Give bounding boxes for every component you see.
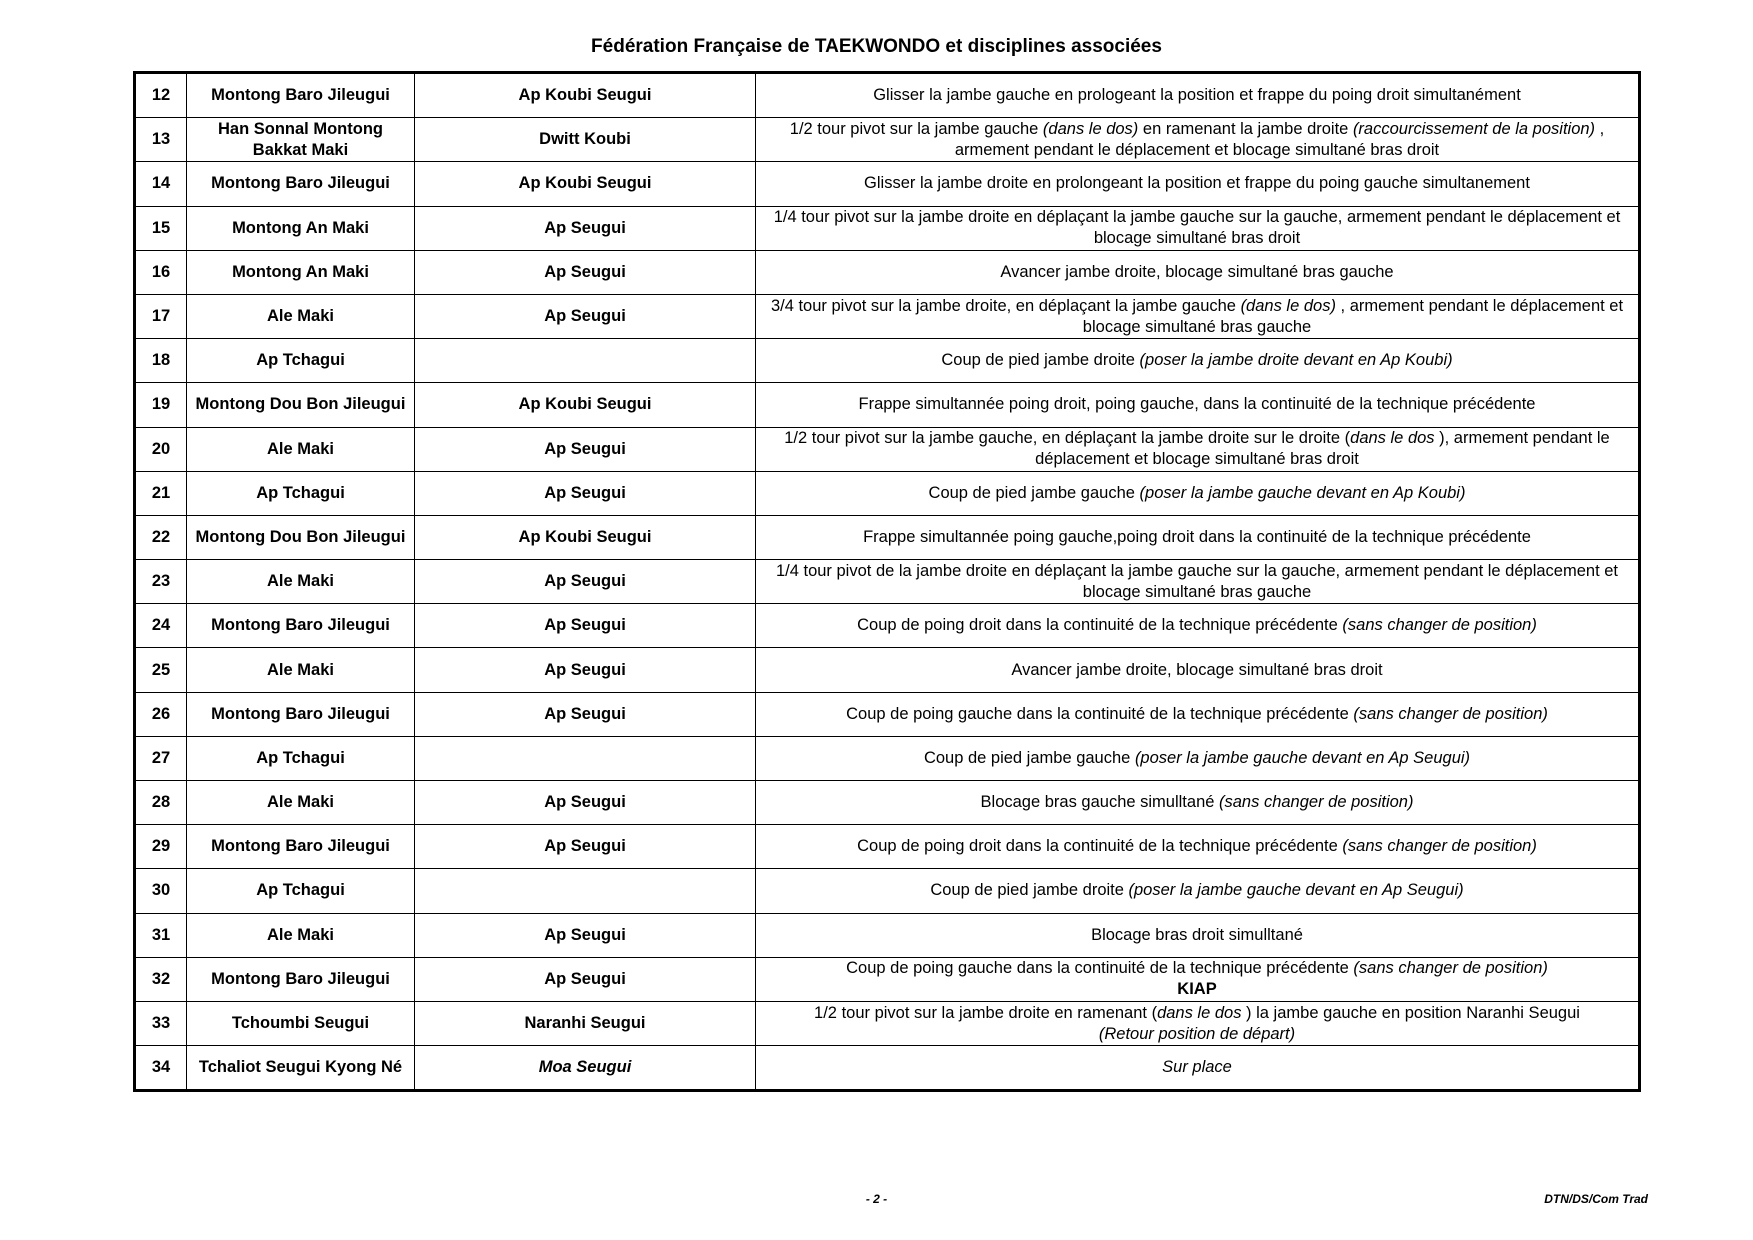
description-segment: , armement pendant le déplacement et blocage simultané bras droit [954, 119, 1605, 159]
movement-description [756, 250, 1640, 294]
movement-number: 24 [135, 604, 187, 648]
description-segment: (dans le dos) [1042, 119, 1139, 138]
technique-name: Montong Baro Jileugui [187, 957, 415, 1001]
stance-name: Ap Koubi Seugui [415, 162, 756, 206]
stance-name: Ap Seugui [415, 648, 756, 692]
description-segment: (poser la jambe droite devant en Ap Koubi) [1139, 351, 1453, 370]
table-row [135, 471, 1640, 515]
movement-number: 14 [135, 162, 187, 206]
technique-name: Ap Tchagui [187, 471, 415, 515]
technique-name: Montong Baro Jileugui [187, 692, 415, 736]
kata-table-body [135, 73, 1640, 1091]
table-row [135, 515, 1640, 559]
movement-number: 22 [135, 515, 187, 559]
stance-name: Moa Seugui [415, 1046, 756, 1091]
table-row [135, 73, 1640, 118]
movement-description [756, 383, 1640, 427]
stance-name [415, 736, 756, 780]
movement-number: 26 [135, 692, 187, 736]
description-segment: Frappe simultannée poing droit, poing gauche, dans la continuité de la technique précédente [858, 395, 1536, 414]
table-row [135, 648, 1640, 692]
description-segment: Avancer jambe droite, blocage simultané bras gauche [1000, 262, 1394, 281]
stance-name: Ap Koubi Seugui [415, 383, 756, 427]
description-segment: Coup de poing droit dans la continuité de la technique précédente [857, 837, 1343, 856]
movement-description [756, 118, 1640, 162]
movement-number: 12 [135, 73, 187, 118]
technique-name: Ap Tchagui [187, 736, 415, 780]
movement-number: 21 [135, 471, 187, 515]
table-row [135, 692, 1640, 736]
movement-number: 30 [135, 869, 187, 913]
technique-name: Montong Baro Jileugui [187, 604, 415, 648]
description-segment: (dans le dos) [1240, 296, 1336, 315]
table-row [135, 869, 1640, 913]
description-segment: Coup de pied jambe gauche [928, 483, 1140, 502]
description-segment: Coup de poing droit dans la continuité de la technique précédente [857, 616, 1343, 635]
description-segment: (poser la jambe gauche devant en Ap Koubi) [1139, 483, 1466, 502]
movement-number: 16 [135, 250, 187, 294]
table-row [135, 1001, 1640, 1045]
stance-name: Ap Seugui [415, 781, 756, 825]
table-row [135, 736, 1640, 780]
movement-description [756, 736, 1640, 780]
table-row [135, 560, 1640, 604]
description-segment: Avancer jambe droite, blocage simultané bras droit [1011, 660, 1383, 679]
movement-description [756, 471, 1640, 515]
movement-number: 17 [135, 294, 187, 338]
description-segment: (sans changer de position) [1219, 793, 1414, 812]
movement-number: 25 [135, 648, 187, 692]
stance-name: Ap Seugui [415, 604, 756, 648]
stance-name: Ap Seugui [415, 913, 756, 957]
description-segment: Coup de poing gauche dans la continuité de la technique précédente [846, 959, 1354, 978]
movement-description [756, 162, 1640, 206]
description-segment: (sans changer de position) [1353, 959, 1548, 978]
table-row [135, 1046, 1640, 1091]
technique-name: Ap Tchagui [187, 869, 415, 913]
description-segment: (sans changer de position) [1342, 616, 1537, 635]
description-segment: (sans changer de position) [1353, 704, 1548, 723]
description-segment: 1/2 tour pivot sur la jambe gauche [789, 119, 1043, 138]
description-segment: (sans changer de position) [1342, 837, 1537, 856]
description-segment: Sur place [1162, 1058, 1232, 1077]
movement-number: 19 [135, 383, 187, 427]
stance-name: Ap Seugui [415, 692, 756, 736]
movement-description [756, 560, 1640, 604]
stance-name [415, 869, 756, 913]
movement-description [756, 781, 1640, 825]
movement-number: 31 [135, 913, 187, 957]
description-segment: ) la jambe gauche en position Naranhi Seugui [1241, 1003, 1580, 1022]
description-segment: ), armement pendant le déplacement et blocage simultané bras droit [1035, 429, 1610, 469]
movement-description [756, 913, 1640, 957]
movement-description [756, 1046, 1640, 1091]
stance-name: Ap Seugui [415, 560, 756, 604]
movement-description [756, 604, 1640, 648]
movement-description [756, 206, 1640, 250]
movement-number: 28 [135, 781, 187, 825]
stance-name: Ap Seugui [415, 206, 756, 250]
kata-table [133, 71, 1641, 1092]
movement-number: 32 [135, 957, 187, 1001]
movement-description [756, 339, 1640, 383]
technique-name: Ale Maki [187, 913, 415, 957]
table-row [135, 957, 1640, 1001]
technique-name: Montong An Maki [187, 250, 415, 294]
movement-description [756, 73, 1640, 118]
technique-name: Montong Baro Jileugui [187, 825, 415, 869]
movement-number: 20 [135, 427, 187, 471]
movement-description [756, 648, 1640, 692]
description-segment: Coup de pied jambe droite [941, 351, 1140, 370]
technique-name: Ale Maki [187, 648, 415, 692]
description-segment: (Retour position de départ) [1098, 1024, 1296, 1043]
description-segment: (poser la jambe gauche devant en Ap Seugui) [1128, 881, 1464, 900]
table-row [135, 604, 1640, 648]
description-segment: dans le dos [1157, 1003, 1242, 1022]
stance-name: Ap Seugui [415, 957, 756, 1001]
stance-name: Ap Seugui [415, 427, 756, 471]
description-segment: Coup de poing gauche dans la continuité de la technique précédente [846, 704, 1354, 723]
movement-description [756, 957, 1640, 1001]
technique-name: Ale Maki [187, 294, 415, 338]
description-segment: dans le dos [1350, 429, 1435, 448]
movement-description [756, 825, 1640, 869]
table-row [135, 781, 1640, 825]
stance-name: Ap Koubi Seugui [415, 73, 756, 118]
description-segment: Frappe simultannée poing gauche,poing droit dans la continuité de la technique précédente [863, 527, 1531, 546]
movement-number: 13 [135, 118, 187, 162]
description-segment: Coup de pied jambe gauche [923, 748, 1135, 767]
description-segment: 1/4 tour pivot de la jambe droite en déplaçant la jambe gauche sur la gauche, armement pendant le déplacement et blocage simultané bras gauche [775, 561, 1619, 601]
technique-name: Montong Dou Bon Jileugui [187, 383, 415, 427]
movement-number: 18 [135, 339, 187, 383]
description-segment: (raccourcissement de la position) [1352, 119, 1596, 138]
technique-name: Montong An Maki [187, 206, 415, 250]
technique-name: Tchoumbi Seugui [187, 1001, 415, 1045]
stance-name: Ap Seugui [415, 825, 756, 869]
description-segment: Glisser la jambe gauche en prologeant la position et frappe du poing droit simultanément [873, 86, 1521, 105]
table-row [135, 427, 1640, 471]
page-number: - 2 - [865, 1192, 888, 1206]
technique-name: Ale Maki [187, 781, 415, 825]
description-segment: Blocage bras gauche simulltané [980, 793, 1220, 812]
technique-name: Montong Baro Jileugui [187, 73, 415, 118]
stance-name: Ap Seugui [415, 250, 756, 294]
technique-name: Montong Baro Jileugui [187, 162, 415, 206]
table-row [135, 383, 1640, 427]
movement-number: 27 [135, 736, 187, 780]
movement-number: 33 [135, 1001, 187, 1045]
technique-name: Tchaliot Seugui Kyong Né [187, 1046, 415, 1091]
movement-number: 23 [135, 560, 187, 604]
table-row [135, 250, 1640, 294]
stance-name [415, 339, 756, 383]
table-row [135, 206, 1640, 250]
description-segment: 1/4 tour pivot sur la jambe droite en déplaçant la jambe gauche sur la gauche, armement pendant le déplacement et blocage simultané bras droit [773, 208, 1621, 248]
stance-name: Naranhi Seugui [415, 1001, 756, 1045]
description-segment: KIAP [1177, 980, 1217, 999]
description-segment: en ramenant la jambe droite [1138, 119, 1353, 138]
stance-name: Ap Seugui [415, 471, 756, 515]
description-segment: Glisser la jambe droite en prolongeant la position et frappe du poing gauche simultanement [864, 174, 1530, 193]
stance-name: Ap Koubi Seugui [415, 515, 756, 559]
table-row [135, 162, 1640, 206]
technique-name: Ale Maki [187, 560, 415, 604]
movement-description [756, 869, 1640, 913]
movement-number: 29 [135, 825, 187, 869]
description-segment: , armement pendant le déplacement et blocage simultané bras gauche [1082, 296, 1624, 336]
description-segment: (poser la jambe gauche devant en Ap Seugui) [1134, 748, 1471, 767]
page-title: Fédération Française de TAEKWONDO et disciplines associées [591, 36, 1162, 57]
table-row [135, 913, 1640, 957]
stance-name: Dwitt Koubi [415, 118, 756, 162]
movement-description [756, 515, 1640, 559]
movement-description [756, 427, 1640, 471]
technique-name: Ale Maki [187, 427, 415, 471]
document-reference: DTN/DS/Com Trad [1544, 1192, 1648, 1206]
table-row [135, 118, 1640, 162]
description-segment: 1/2 tour pivot sur la jambe gauche, en déplaçant la jambe droite sur le droite ( [784, 429, 1351, 448]
description-segment: 1/2 tour pivot sur la jambe droite en ramenant ( [814, 1003, 1158, 1022]
technique-name: Han Sonnal Montong Bakkat Maki [187, 118, 415, 162]
movement-description [756, 294, 1640, 338]
technique-name: Ap Tchagui [187, 339, 415, 383]
movement-number: 15 [135, 206, 187, 250]
movement-description [756, 692, 1640, 736]
table-row [135, 294, 1640, 338]
movement-description [756, 1001, 1640, 1045]
stance-name: Ap Seugui [415, 294, 756, 338]
table-row [135, 339, 1640, 383]
movement-number: 34 [135, 1046, 187, 1091]
table-row [135, 825, 1640, 869]
description-segment: 3/4 tour pivot sur la jambe droite, en déplaçant la jambe gauche [770, 296, 1241, 315]
description-segment: Blocage bras droit simulltané [1091, 925, 1303, 944]
description-segment: Coup de pied jambe droite [930, 881, 1129, 900]
technique-name: Montong Dou Bon Jileugui [187, 515, 415, 559]
